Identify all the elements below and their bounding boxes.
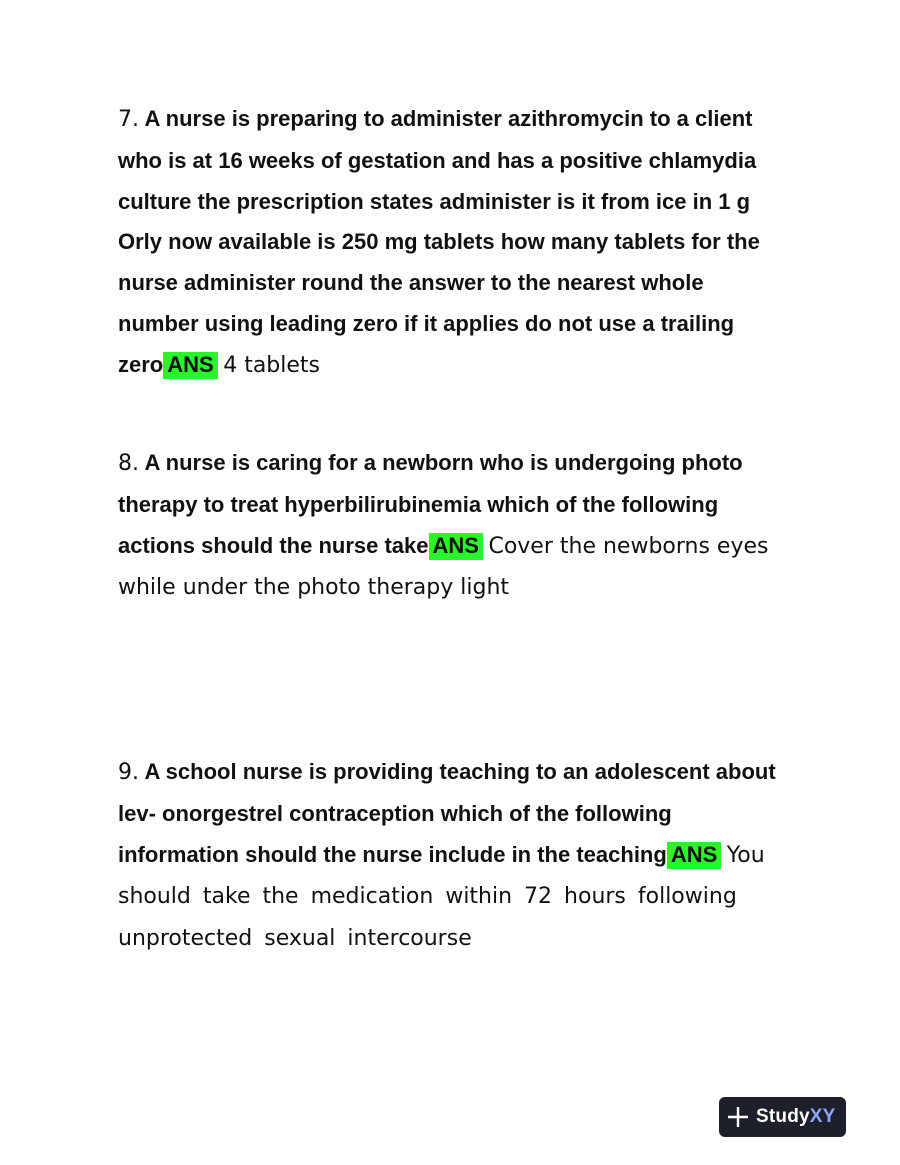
question-text: A nurse is caring for a newborn who is undergoing photo therapy to treat hyperbilirubinemia which of the following actions should the nurse take [118,450,743,558]
question-text: A nurse is preparing to administer azithromycin to a client who is at 16 weeks of gestation and has a positive chlamydia culture the prescription states administer is it from ice in 1 g Orly now available is 250 mg tablets how many tablets for the nurse administer round the answer to the nearest whole number using leading zero if it applies do not use a trailing zero [118,106,760,377]
answer-text: You should take the medication within 72 hours following unprotected sexual intercourse [118,842,765,952]
question-item-8 [118,443,783,609]
studyxy-badge[interactable] [719,1097,846,1137]
question-text: A school nurse is providing teaching to an adolescent about lev- onorgestrel contraception which of the following information should the nurse include in the teaching [118,759,776,867]
ans-label: ANS [429,533,483,560]
question-number: 9. [118,760,139,785]
badge-brand-name [756,1106,836,1128]
badge-brand-accent: XY [809,1106,836,1127]
question-number: 8. [118,451,139,476]
question-item-7 [118,99,783,387]
question-item-9 [118,752,783,960]
ans-label: ANS [163,352,217,379]
badge-brand-main: Study [756,1106,810,1127]
question-number: 7. [118,107,139,132]
answer-text: 4 tablets [223,352,321,378]
ans-label: ANS [667,842,721,869]
plus-icon [727,1106,749,1128]
answer-text: Cover the newborns eyes while under the photo therapy light [118,533,769,601]
